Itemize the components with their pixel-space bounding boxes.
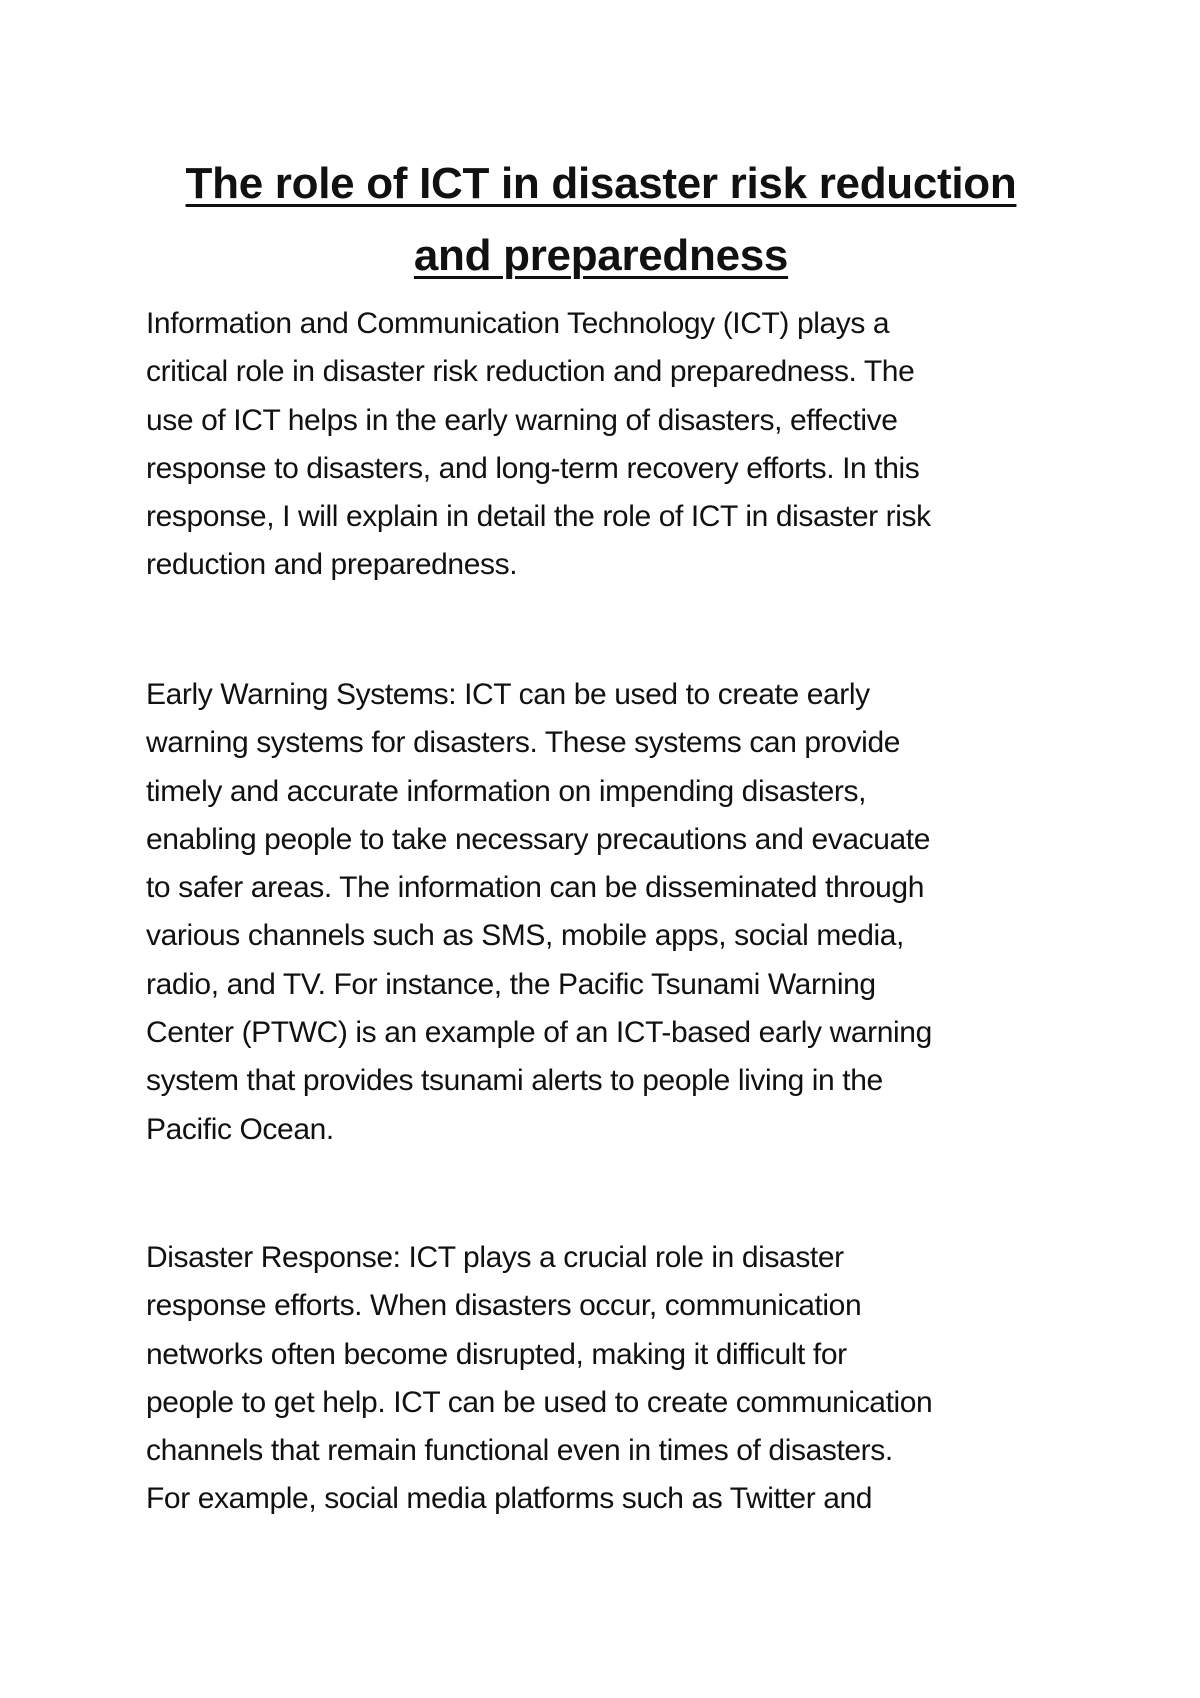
paragraph-line: response, I will explain in detail the role of ICT in disaster risk [146, 500, 931, 534]
paragraph-line: to safer areas. The information can be disseminated through [146, 871, 924, 905]
paragraph-line: networks often become disrupted, making it difficult for [146, 1337, 847, 1371]
paragraph-line: Early Warning Systems: ICT can be used to create early [146, 678, 870, 711]
intro-paragraph [146, 300, 1076, 590]
title-line: and preparedness [413, 231, 789, 280]
paragraph-line: Information and Communication Technology (ICT) plays a [146, 307, 890, 340]
paragraph-line: people to get help. ICT can be used to create communication [146, 1385, 933, 1419]
paragraph-line: various channels such as SMS, mobile apps, social media, [146, 919, 904, 953]
paragraph-line: response efforts. When disasters occur, communication [146, 1289, 862, 1323]
paragraph-line: channels that remain functional even in times of disasters. [146, 1434, 893, 1468]
paragraph-line: reduction and preparedness. [146, 548, 518, 582]
paragraph-line: timely and accurate information on impending disasters, [146, 774, 867, 808]
paragraph-line: use of ICT helps in the early warning of disasters, effective [146, 403, 898, 437]
paragraph-line: response to disasters, and long-term recovery efforts. In this [146, 451, 920, 485]
early-warning-paragraph [146, 671, 1076, 1154]
title-line: The role of ICT in disaster risk reduction [185, 159, 1017, 208]
paragraph-line: radio, and TV. For instance, the Pacific Tsunami Warning [146, 967, 876, 1001]
paragraph-line: enabling people to take necessary precautions and evacuate [146, 822, 931, 856]
disaster-response-paragraph [146, 1234, 1076, 1524]
paragraph-line: Disaster Response: ICT plays a crucial role in disaster [146, 1241, 844, 1274]
paragraph-line: system that provides tsunami alerts to people living in the [146, 1064, 883, 1098]
paragraph-line: Center (PTWC) is an example of an ICT-based early warning [146, 1016, 932, 1050]
paragraph-line: For example, social media platforms such as Twitter and [146, 1482, 873, 1516]
paragraph-line: warning systems for disasters. These systems can provide [146, 726, 901, 760]
paragraph-line: Pacific Ocean. [146, 1112, 334, 1146]
paragraph-line: critical role in disaster risk reduction and preparedness. The [146, 355, 915, 389]
document-title [146, 148, 1056, 292]
